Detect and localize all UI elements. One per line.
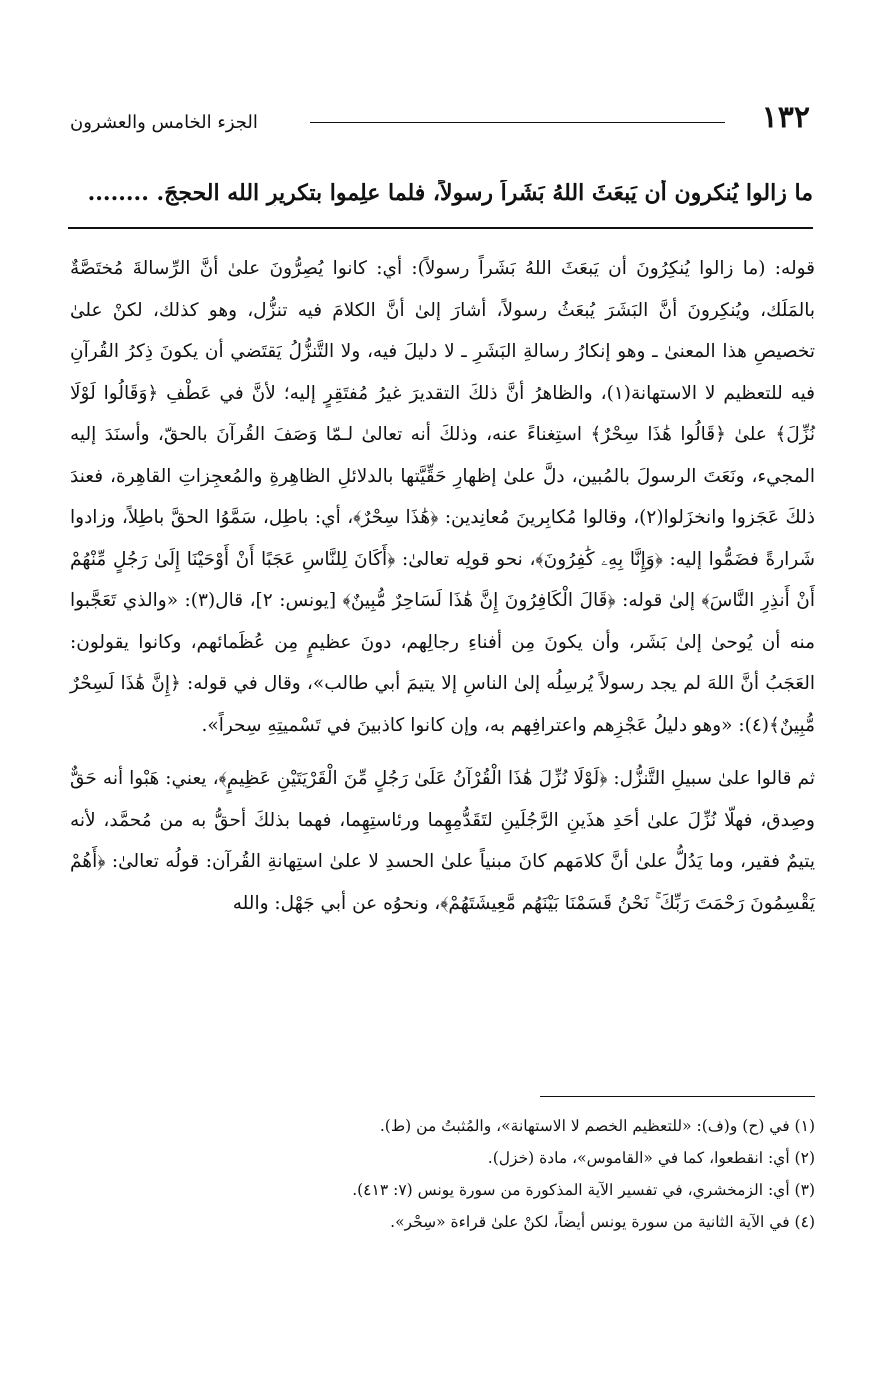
footnote: (٤) في الآية الثانية من سورة يونس أيضاً، لكنْ علىٰ قراءة «سِحْر». [390,1213,815,1231]
footnotes [70,1110,815,1238]
page-number: ١٣٢ [761,100,810,135]
paragraph: ثم قالوا علىٰ سبيلِ التَّنزُّل: ﴿لَوْلَا نُزِّلَ هَٰذَا الْقُرْآنُ عَلَىٰ رَجُلٍ مِّنَ الْقَرْيَتَيْنِ عَظِيمٍ﴾، يعني: هَبْوا أنه حَقٌّ وصِدق، فهلّا نُزِّلَ علىٰ أحَدِ هذَينِ الرَّجُلَينِ لتَقَدُّمِهِما ورئاستِهِما، فهما بذلكَ أحقُّ به من مُحمَّد، لأنه يتيمٌ فقير، وما يَدُلُّ علىٰ أنَّ كلامَهم كانَ مبنياً علىٰ الحسدِ لا علىٰ استِهانةِ القُرآن: قولُه تعالىٰ: ﴿أَهُمْ يَقْسِمُونَ رَحْمَتَ رَبِّكَ ۚ نَحْنُ قَسَمْنَا بَيْنَهُم مَّعِيشَتَهُمْ﴾، ونحوُه عن أبي جَهْل: والله [70,768,815,914]
footnote: (٣) أي: الزمخشري، في تفسير الآية المذكورة من سورة يونس (٧: ٤١٣). [352,1181,815,1199]
section-title-rule [68,227,813,229]
paragraph: قوله: (ما زالوا يُنكِرُونَ أن يَبعَثَ اللهُ بَشَراً رسولاً): أي: كانوا يُصِرُّونَ علىٰ أنَّ الرِّسالةَ مُختَصَّةٌ بالمَلَك، ويُنكِرونَ أنَّ البَشَرَ يُبعَثُ رسولاً، أشارَ إلىٰ أنَّ الكلامَ فيه تنزُّل، وهو كذلك، لكنْ علىٰ تخصيصِ هذا المعنىٰ ـ وهو إنكارُ رسالةِ البَشَرِ ـ لا دليلَ فيه، ولا التَّنزُّلُ يَقتَضي أن يكونَ ذِكرُ القُرآنِ فيه للتعظيم لا الاستهانة(١)، والظاهرُ أنَّ ذلكَ التقديرَ غيرُ مُفتَقِرٍ إليه؛ لأنَّ في عَطْفِ ﴿وَقَالُوا لَوْلَا نُزِّلَ﴾ علىٰ ﴿قَالُوا هَٰذَا سِحْرٌ﴾ استِغناءً عنه، وذلكَ أنه تعالىٰ لـمّا وَصَفَ القُرآنَ بالحقّ، وأسنَدَ إليه المجيء، ونَعَتَ الرسولَ بالمُبين، دلَّ علىٰ إظهارِ حَقِّيَّتها بالدلائلِ الظاهِرةِ والمُعجِزاتِ القاهِرة، فعندَ ذلكَ عَجَزوا وانخزَلوا(٢)، وقالوا مُكابِرينَ مُعانِدين: ﴿هَٰذَا سِحْرٌ﴾، أي: باطِل، سَمَّوُا الحقَّ باطِلاً، وزادوا شَرارةً فضَمُّوا إليه: ﴿وَإِنَّا بِهِۦ كَٰفِرُونَ﴾، نحو قولِه تعالىٰ: ﴿أَكَانَ لِلنَّاسِ عَجَبًا أَنْ أَوْحَيْنَا إِلَىٰ رَجُلٍ مِّنْهُمْ أَنْ أَنذِرِ النَّاسَ﴾ إلىٰ قوله: ﴿قَالَ الْكَافِرُونَ إِنَّ هَٰذَا لَسَاحِرٌ مُّبِينٌ﴾ [يونس: ٢]، قال(٣): «والذي تَعَجَّبوا منه أن يُوحىٰ إلىٰ بَشَر، وأن يكونَ مِن أفناءِ رجالِهم، دونَ عظيمٍ مِن عُظَمائهم، وكانوا يقولون: العَجَبُ أنَّ اللهَ لم يجد رسولاً يُرسِلُه إلىٰ الناسِ إلا يتيمَ أبي طالب»، وقال في قوله: ﴿إِنَّ هَٰذَا لَسِحْرٌ مُّبِينٌ﴾(٤): «وهو دليلُ عَجْزِهم واعترافِهم به، وإن كانوا كاذبينَ في تَسْميتِهِ سِحراً». [70,258,815,736]
page-header [70,100,810,140]
footnote: (١) في (ح) و(ف): «للتعظيم الخصم لا الاستهانة»، والمُثبتُ من (ط). [379,1117,815,1135]
main-text [70,248,815,924]
section-title: ما زالوا يُنكرون أن يَبعَثَ اللهُ بَشَراً رسولاً، فلما علِموا بتكريرِ الله الحججَ. ........ [87,180,813,206]
header-rule [310,122,725,123]
running-title: الجزء الخامس والعشرون [70,112,258,133]
footnotes-rule [540,1096,815,1097]
footnote: (٢) أي: انقطعوا، كما في «القاموس»، مادة (خزل). [487,1149,815,1167]
